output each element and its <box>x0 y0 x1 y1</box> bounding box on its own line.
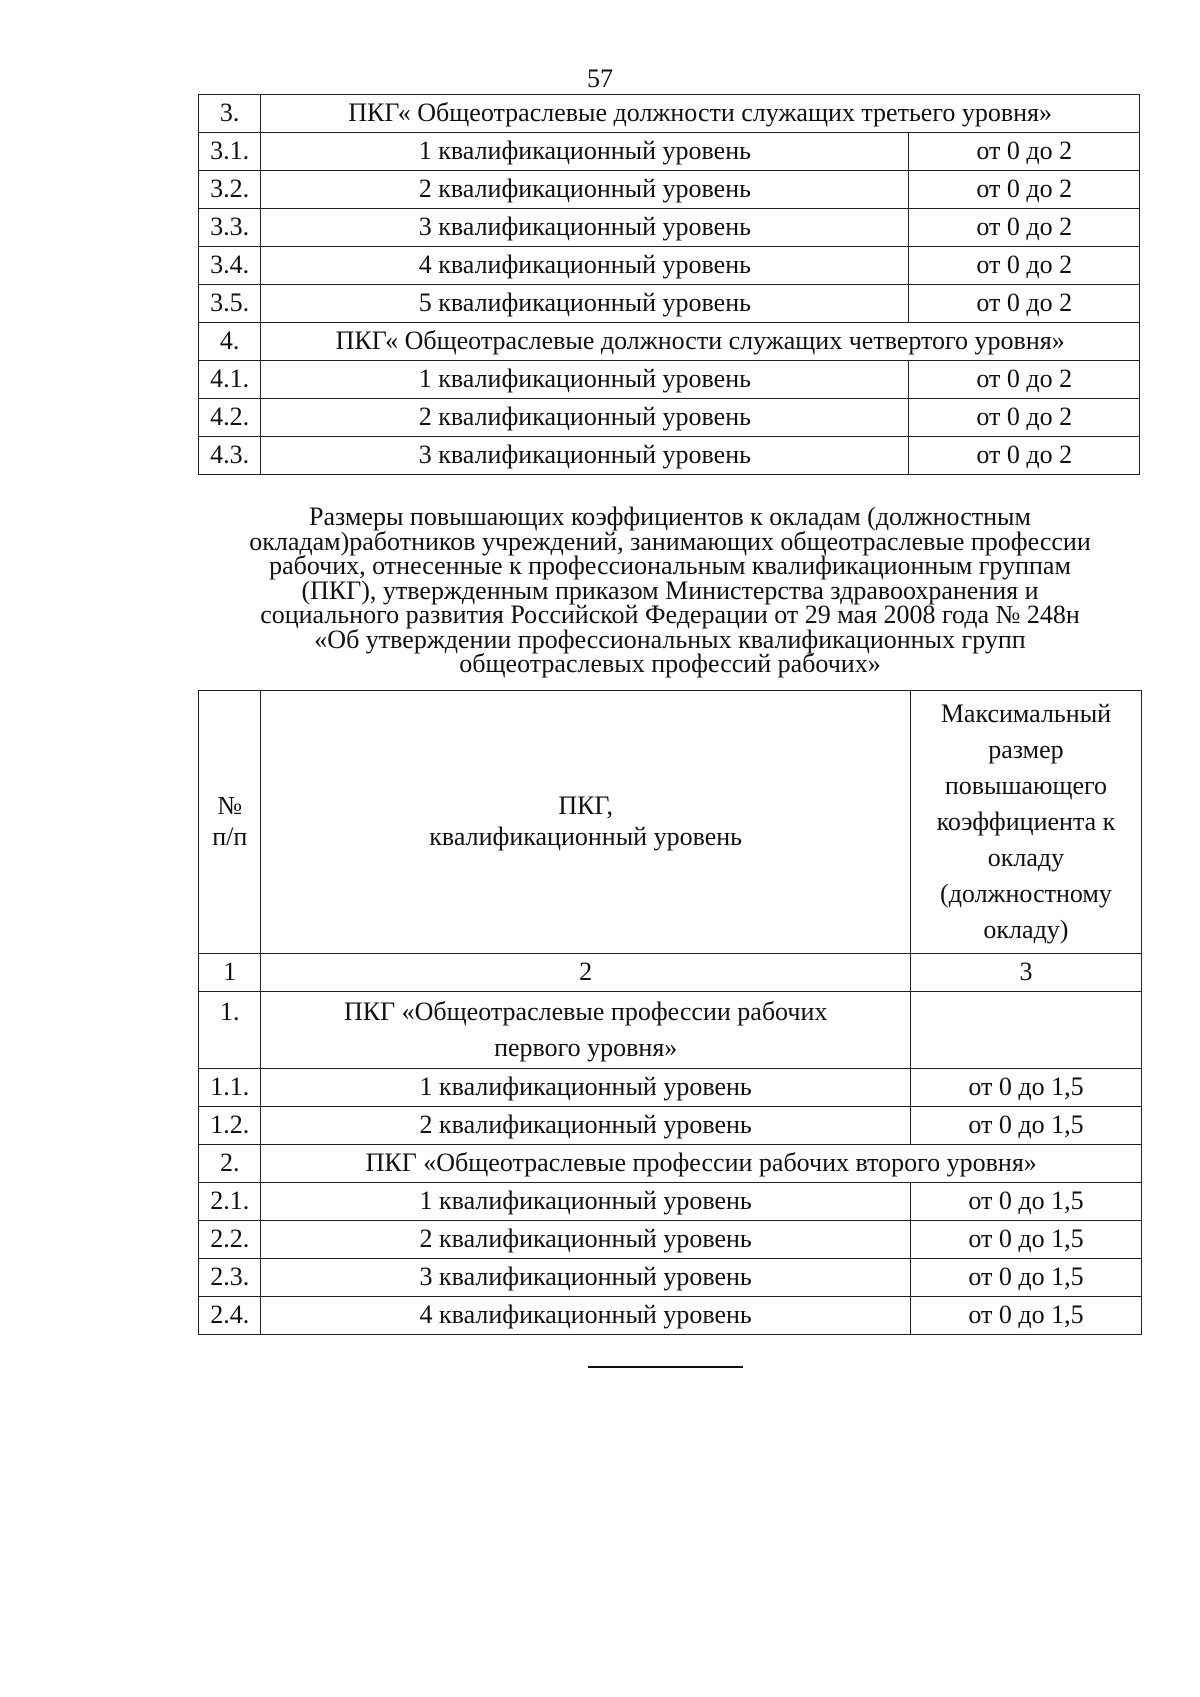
header-group-label: ПКГ, <box>558 791 614 821</box>
qualification-level: 2 квалификационный уровень <box>261 171 909 209</box>
table-row <box>199 133 1140 171</box>
table-row <box>199 1069 1142 1107</box>
coefficient-value: от 0 до 1,5 <box>910 1297 1141 1335</box>
section-title: ПКГ« Общеотраслевые должности служащих третьего уровня» <box>261 95 1140 133</box>
coefficient-value: от 0 до 1,5 <box>910 1183 1141 1221</box>
coefficient-value: от 0 до 2 <box>909 285 1140 323</box>
section-heading <box>200 502 1140 678</box>
table-row <box>199 1183 1142 1221</box>
table-header-row <box>199 691 1142 954</box>
qualification-level: 2 квалификационный уровень <box>261 1221 910 1259</box>
table-row <box>199 1259 1142 1297</box>
row-number: 2.3. <box>199 1259 261 1297</box>
table-row <box>199 171 1140 209</box>
table-section-row <box>199 95 1140 133</box>
section-title-line: ПКГ «Общеотраслевые профессии рабочих <box>343 997 828 1026</box>
row-number: 3.5. <box>199 285 261 323</box>
header-coef-line: окладу <box>987 843 1065 872</box>
table-row <box>199 1221 1142 1259</box>
header-coef-line: размер <box>988 735 1064 764</box>
table-row <box>199 361 1140 399</box>
table-row <box>199 209 1140 247</box>
header-number-label: п/п <box>212 822 248 851</box>
qualification-level: 3 квалификационный уровень <box>261 437 909 475</box>
coefficient-value: от 0 до 1,5 <box>910 1259 1141 1297</box>
qualification-level: 1 квалификационный уровень <box>261 1183 910 1221</box>
header-level-label: квалификационный уровень <box>429 822 743 851</box>
table-row <box>199 247 1140 285</box>
table-worker-professions <box>198 690 1142 1335</box>
section-title: ПКГ «Общеотраслевые профессии рабочих второго уровня» <box>261 1145 1142 1183</box>
table-row <box>199 437 1140 475</box>
table-row <box>199 1107 1142 1145</box>
row-number: 1.1. <box>199 1069 261 1107</box>
qualification-level: 3 квалификационный уровень <box>261 209 909 247</box>
section-title <box>261 992 910 1069</box>
heading-line: (ПКГ), утвержденным приказом Министерства здравоохранения и <box>301 575 1039 605</box>
header-number-symbol: № <box>217 791 243 821</box>
row-number: 1. <box>199 992 261 1069</box>
header-coef-line: повышающего <box>944 771 1108 800</box>
coefficient-value: от 0 до 2 <box>909 133 1140 171</box>
table-section-row <box>199 992 1142 1069</box>
qualification-level: 1 квалификационный уровень <box>261 133 909 171</box>
row-number: 4.2. <box>199 399 261 437</box>
qualification-level: 2 квалификационный уровень <box>261 399 909 437</box>
table-section-row <box>199 323 1140 361</box>
row-number: 2.1. <box>199 1183 261 1221</box>
table-row <box>199 285 1140 323</box>
header-group-level <box>261 691 910 954</box>
column-number: 3 <box>910 954 1141 992</box>
empty-cell <box>910 992 1141 1069</box>
qualification-level: 1 квалификационный уровень <box>261 361 909 399</box>
row-number: 3. <box>199 95 261 133</box>
header-coef-line: окладу) <box>983 915 1069 944</box>
heading-line: Размеры повышающих коэффициентов к окладам (должностным <box>309 502 1031 531</box>
coefficient-value: от 0 до 1,5 <box>910 1107 1141 1145</box>
coefficient-value: от 0 до 2 <box>909 171 1140 209</box>
end-rule <box>588 1366 743 1368</box>
coefficient-value: от 0 до 2 <box>909 361 1140 399</box>
row-number: 3.3. <box>199 209 261 247</box>
coefficient-value: от 0 до 1,5 <box>910 1069 1141 1107</box>
row-number: 3.1. <box>199 133 261 171</box>
qualification-level: 5 квалификационный уровень <box>261 285 909 323</box>
row-number: 4.1. <box>199 361 261 399</box>
heading-line: «Об утверждении профессиональных квалификационных групп <box>314 624 1026 654</box>
header-coef-line: Максимальный <box>940 699 1112 728</box>
section-title: ПКГ« Общеотраслевые должности служащих четвертого уровня» <box>261 323 1140 361</box>
coefficient-value: от 0 до 2 <box>909 209 1140 247</box>
column-number: 1 <box>199 954 261 992</box>
table-section-row <box>199 1145 1142 1183</box>
table-row <box>199 1297 1142 1335</box>
header-max-coefficient <box>910 691 1141 954</box>
column-number: 2 <box>261 954 910 992</box>
qualification-level: 4 квалификационный уровень <box>261 247 909 285</box>
header-coef-line: коэффициента к <box>936 807 1116 836</box>
section-title-line: первого уровня» <box>494 1033 678 1062</box>
heading-line: общеотраслевых профессий рабочих» <box>459 649 881 678</box>
row-number: 2.4. <box>199 1297 261 1335</box>
row-number: 4.3. <box>199 437 261 475</box>
row-number: 1.2. <box>199 1107 261 1145</box>
row-number: 3.2. <box>199 171 261 209</box>
coefficient-value: от 0 до 1,5 <box>910 1221 1141 1259</box>
qualification-level: 4 квалификационный уровень <box>261 1297 910 1335</box>
heading-line: окладам)работников учреждений, занимающих общеотраслевые профессии <box>249 526 1091 556</box>
qualification-level: 3 квалификационный уровень <box>261 1259 910 1297</box>
heading-line: социального развития Российской Федерации от 29 мая 2008 года № 248н <box>260 600 1080 629</box>
row-number: 2. <box>199 1145 261 1183</box>
qualification-level: 2 квалификационный уровень <box>261 1107 910 1145</box>
table-employee-positions <box>198 94 1140 475</box>
coefficient-value: от 0 до 2 <box>909 247 1140 285</box>
row-number: 4. <box>199 323 261 361</box>
row-number: 2.2. <box>199 1221 261 1259</box>
qualification-level: 1 квалификационный уровень <box>261 1069 910 1107</box>
header-number <box>199 691 261 954</box>
row-number: 3.4. <box>199 247 261 285</box>
column-number-row <box>199 954 1142 992</box>
heading-line: рабочих, отнесенные к профессиональным квалификационным группам <box>269 551 1071 580</box>
page-number: 57 <box>587 64 613 93</box>
coefficient-value: от 0 до 2 <box>909 399 1140 437</box>
table-row <box>199 399 1140 437</box>
header-coef-line: (должностному <box>940 879 1112 908</box>
coefficient-value: от 0 до 2 <box>909 437 1140 475</box>
